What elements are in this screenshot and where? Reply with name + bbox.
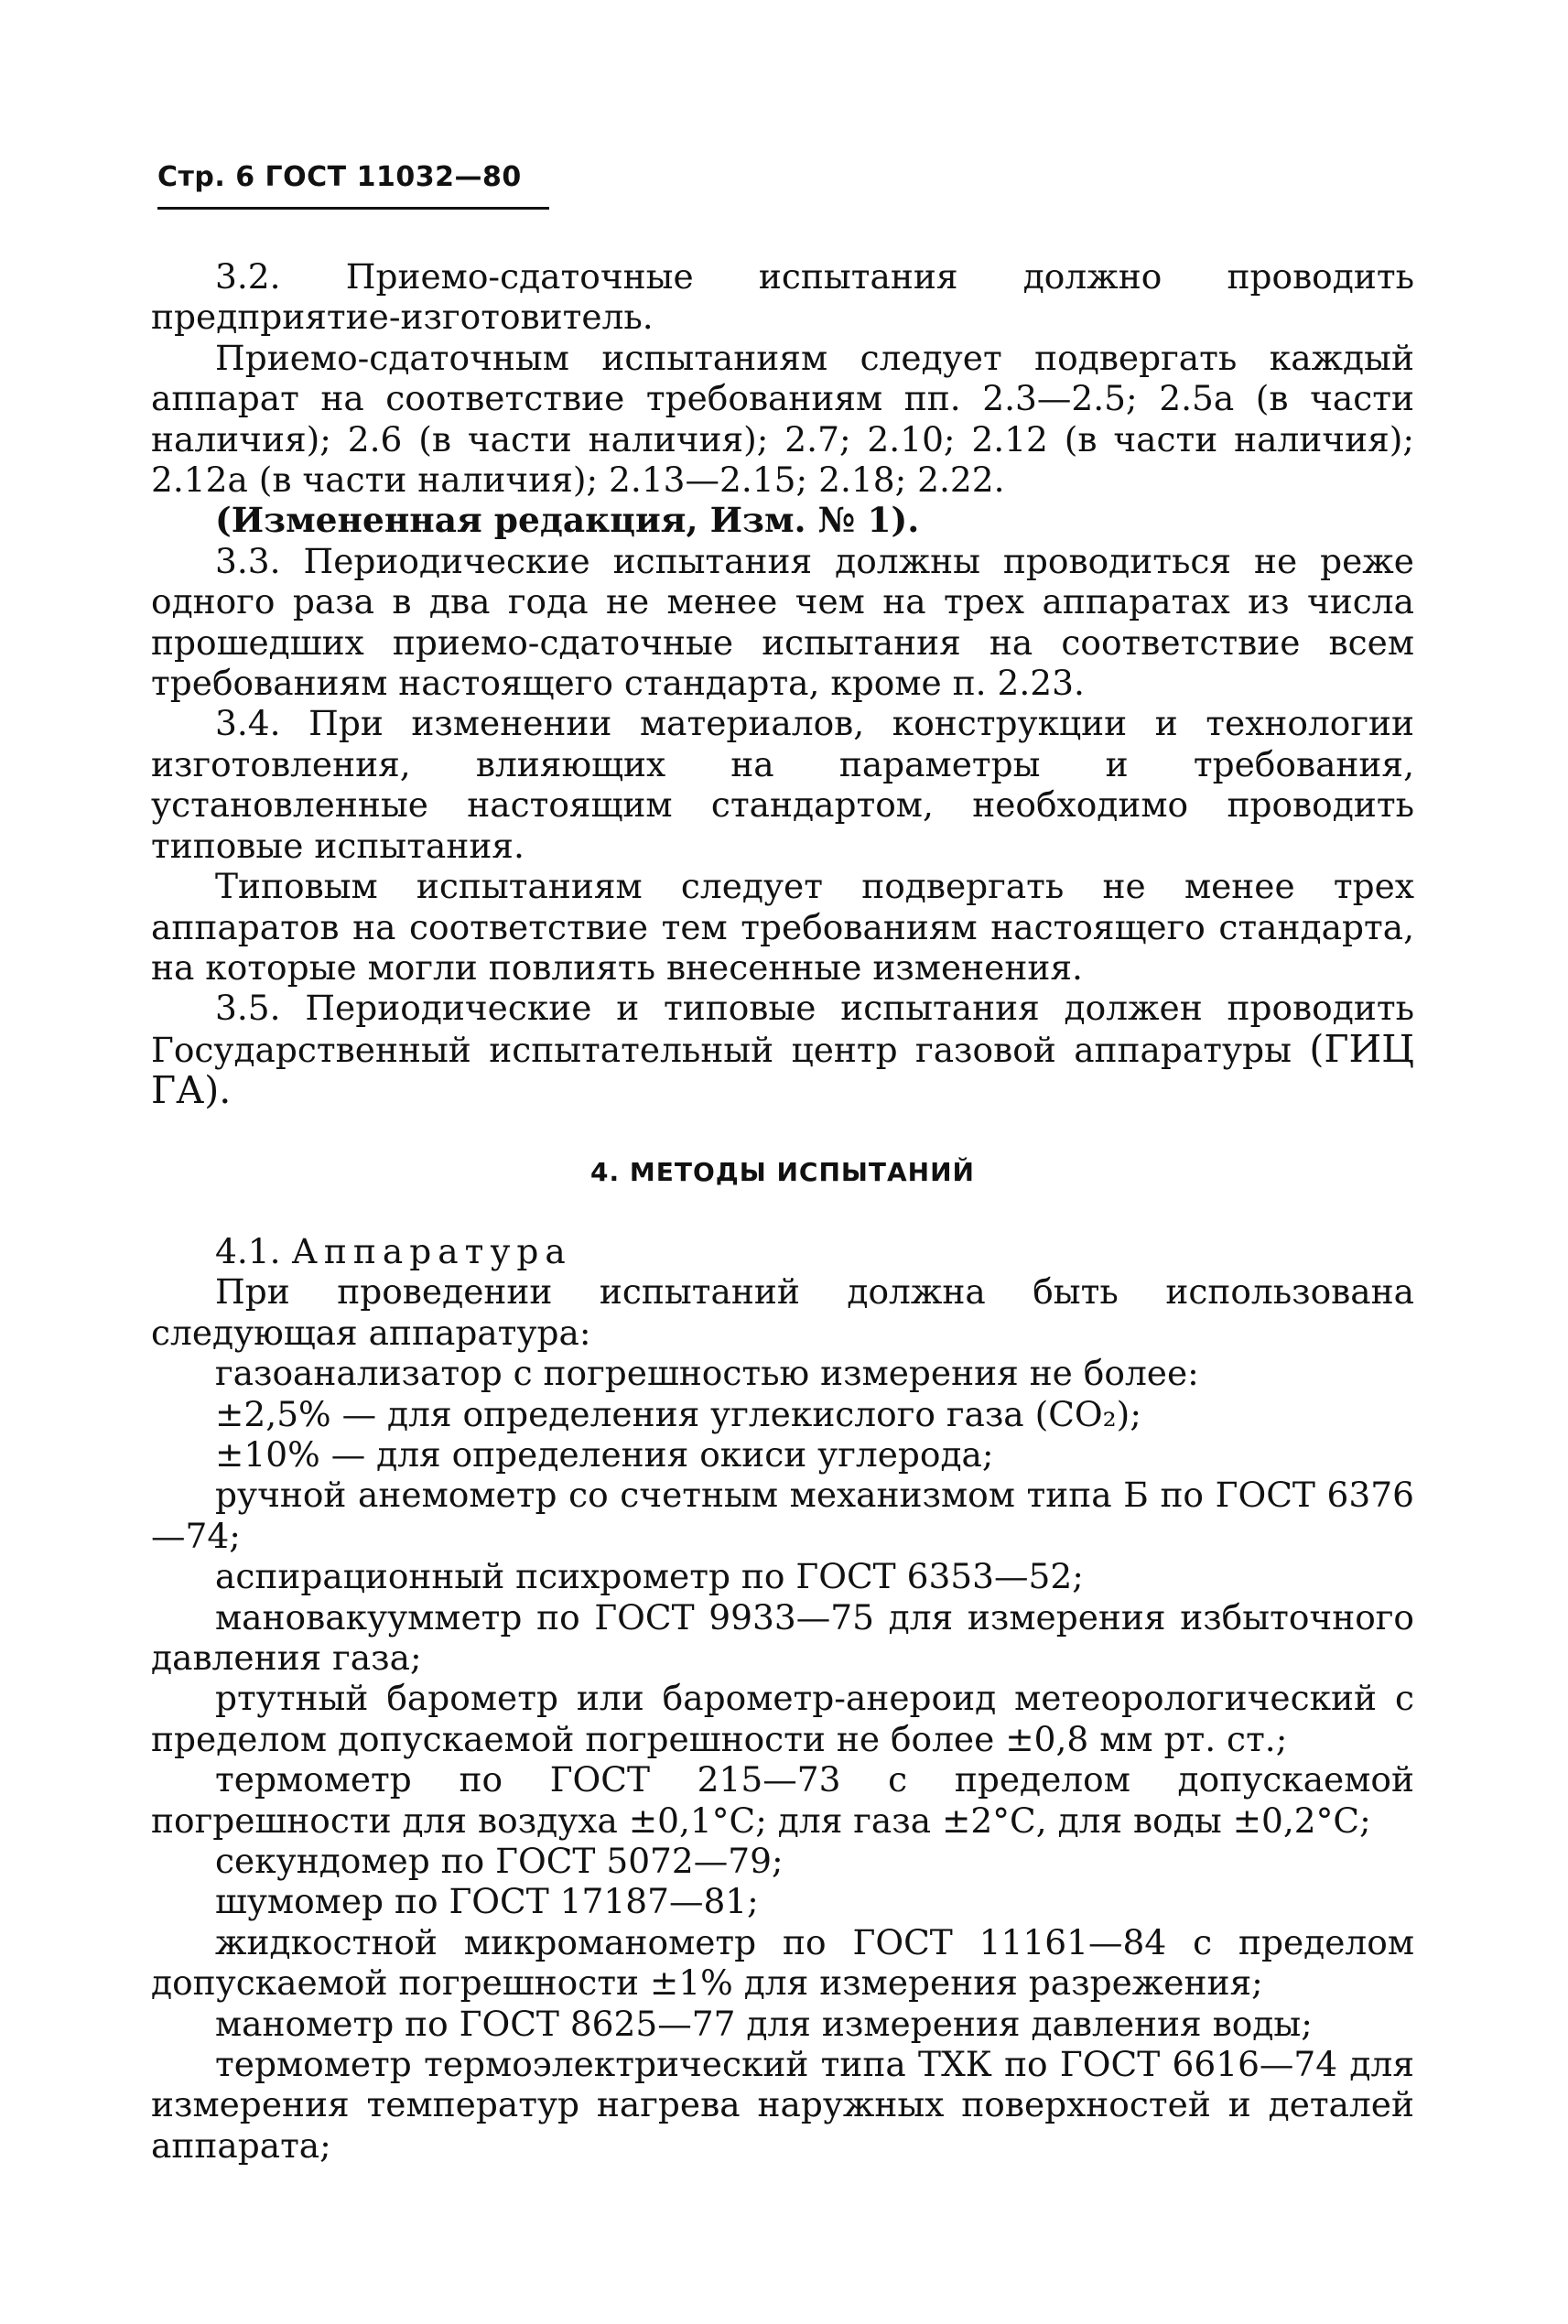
apparatus-item: ±2,5% — для определения углекислого газа (CO₂); xyxy=(215,1393,1141,1434)
paragraph-3-3: 3.3. Периодические испытания должны проводиться не реже одного раза в два года не менее чем на трех аппаратах из числа прошедших приемо-сдаточные испытания на соответствие всем требованиям настоящего стандарта, кроме п. 2.23. xyxy=(151,540,1414,704)
subsection-title: Аппаратура xyxy=(291,1230,572,1271)
header-rule xyxy=(157,207,549,210)
paragraph-3-2-continued: Приемо-сдаточным испытаниям следует подвергать каждый аппарат на соответствие требованиям пп. 2.3—2.5; 2.5а (в части наличия); 2.6 (в части наличия); 2.7; 2.10; 2.12 (в части наличия); 2.12а (в части наличия); 2.13—2.15; 2.18; 2.22. xyxy=(151,337,1414,501)
apparatus-item: манометр по ГОСТ 8625—77 для измерения давления воды; xyxy=(215,2003,1313,2044)
paragraph-3-4-continued: Типовым испытаниям следует подвергать не менее трех аппаратов на соответствие тем требованиям настоящего стандарта, на которые могли повлиять внесенные изменения. xyxy=(151,866,1414,988)
paragraph-3-5-text: 3.5. Периодические и типовые испытания должен проводить Государственный испытательный центр газовой аппаратуры xyxy=(151,988,1414,1070)
paragraph-3-4: 3.4. При изменении материалов, конструкции и технологии изготовления, влияющих на параметры и требования, установленные настоящим стандартом, необходимо проводить типовые испытания. xyxy=(151,703,1414,866)
section-4-title: 4. МЕТОДЫ ИСПЫТАНИЙ xyxy=(590,1156,975,1187)
apparatus-item: термометр по ГОСТ 215—73 с пределом допускаемой погрешности для воздуха ±0,1°С; для газа ±2°С, для воды ±0,2°С; xyxy=(151,1759,1414,1841)
apparatus-item: аспирационный психрометр по ГОСТ 6353—52; xyxy=(215,1556,1084,1597)
paragraph-3-2: 3.2. Приемо-сдаточные испытания должно проводить предприятие-изготовитель. xyxy=(151,256,1414,338)
apparatus-item: жидкостной микроманометр по ГОСТ 11161—84 с пределом допускаемой погрешности ±1% для измерения разрежения; xyxy=(151,1921,1414,2004)
apparatus-intro: При проведении испытаний должна быть использована следующая аппаратура: xyxy=(151,1271,1414,1353)
subsection-number: 4.1. xyxy=(215,1230,281,1271)
apparatus-item: термометр термоэлектрический типа ТХК по ГОСТ 6616—74 для измерения температур нагрева наружных поверхностей и деталей аппарата; xyxy=(151,2044,1414,2166)
apparatus-item: шумомер по ГОСТ 17187—81; xyxy=(215,1881,759,1922)
document-body xyxy=(151,256,1414,2166)
apparatus-item: секундомер по ГОСТ 5072—79; xyxy=(215,1841,784,1882)
apparatus-item: ±10% — для определения окиси углерода; xyxy=(215,1433,994,1475)
gic-ga-abbreviation: (ГИЦ ГА). xyxy=(151,1026,1414,1113)
apparatus-item: ручной анемометр со счетным механизмом типа Б по ГОСТ 6376—74; xyxy=(151,1475,1414,1556)
amendment-note: (Измененная редакция, Изм. № 1). xyxy=(215,500,920,541)
subsection-4-1-heading xyxy=(151,1231,1414,1271)
apparatus-item: газоанализатор с погрешностью измерения не более: xyxy=(215,1353,1199,1394)
paragraph-3-5 xyxy=(151,988,1414,1111)
page-header: Стр. 6 ГОСТ 11032—80 xyxy=(157,161,522,193)
apparatus-item: ртутный барометр или барометр-анероид метеорологический с пределом допускаемой погрешности не более ±0,8 мм рт. ст.; xyxy=(151,1678,1414,1759)
apparatus-item: мановакуумметр по ГОСТ 9933—75 для измерения избыточного давления газа; xyxy=(151,1596,1414,1678)
